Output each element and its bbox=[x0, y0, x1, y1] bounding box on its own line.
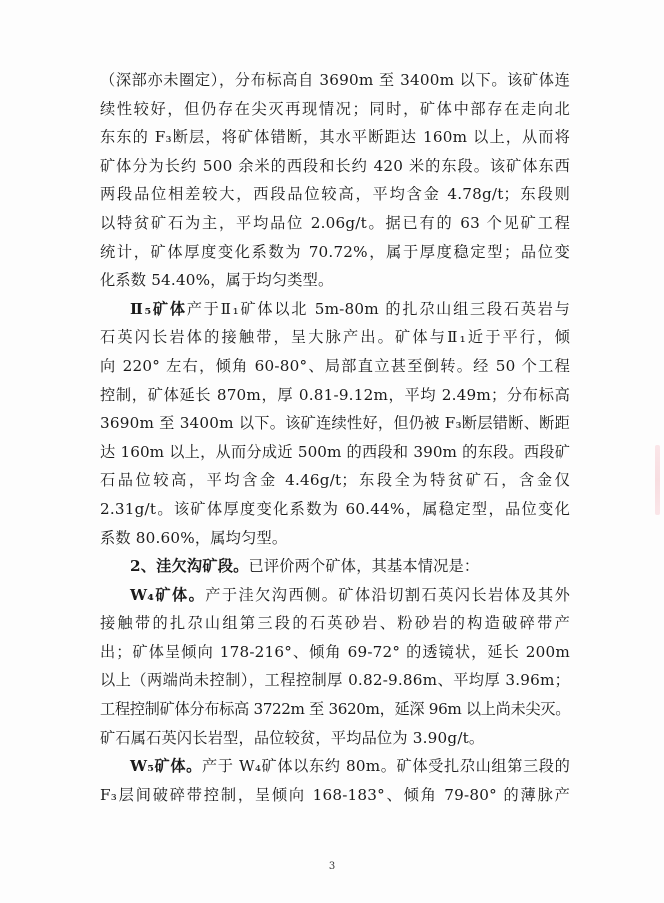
text-line: 以上（两端尚未控制），工程控制厚 0.82-9.86m、平均厚 3.96m； bbox=[100, 671, 570, 690]
document-body bbox=[100, 66, 570, 809]
text-line: 3690m 至 3400m 以下。该矿连续性好，但仍被 F₃断层错断、断距 bbox=[100, 414, 570, 433]
text-line: 统计，矿体厚度变化系数为 70.72%，属于厚度稳定型；品位变 bbox=[100, 242, 570, 261]
text-line: 石品位较高，平均含金 4.46g/t；东段全为特贫矿石，含金仅 bbox=[100, 471, 570, 490]
text-line: 两段品位相差较大，西段品位较高，平均含金 4.78g/t；东段则 bbox=[100, 185, 570, 204]
text-run: 已评价两个矿体，其基本情况是： bbox=[248, 557, 480, 576]
paragraph-first-line bbox=[100, 295, 570, 324]
text-line: 出；矿体呈倾向 178-216°、倾角 69-72° 的透镜状，延长 200m bbox=[100, 642, 570, 661]
orebody-name: W₄矿体。 bbox=[130, 585, 206, 604]
paragraph-first-line bbox=[100, 581, 570, 610]
text-line: 控制，矿体延长 870m，厚 0.81-9.12m，平均 2.49m；分布标高 bbox=[100, 385, 570, 404]
scan-artifact bbox=[655, 445, 660, 515]
text-run: 产于 W₄矿体以东约 80m。矿体受扎尕山组第三段的 bbox=[201, 757, 570, 776]
text-line: 矿体分为长约 500 余米的西段和长约 420 米的东段。该矿体东西 bbox=[100, 156, 570, 175]
text-line: 系数 80.60%，属均匀型。 bbox=[100, 528, 288, 547]
text-line: 矿石属石英闪长岩型，品位较贫，平均品位为 3.90g/t。 bbox=[100, 728, 485, 747]
text-line: 化系数 54.40%，属于均匀类型。 bbox=[100, 271, 334, 290]
text-line: 向 220° 左右，倾角 60-80°、局部直立甚至倒转。经 50 个工程 bbox=[100, 356, 570, 375]
text-line: 石英闪长岩体的接触带，呈大脉产出。矿体与Ⅱ₁近于平行，倾 bbox=[100, 328, 570, 347]
orebody-name: Ⅱ₅矿体 bbox=[130, 299, 187, 318]
text-line: 续性较好，但仍存在尖灭再现情况；同时，矿体中部存在走向北 bbox=[100, 99, 570, 118]
text-line: 达 160m 以上，从而分成近 500m 的西段和 390m 的东段。西段矿 bbox=[100, 442, 570, 461]
page-number: 3 bbox=[328, 861, 336, 872]
text-line: 接触带的扎尕山组第三段的石英砂岩、粉砂岩的构造破碎带产 bbox=[100, 614, 570, 633]
text-run: 产于Ⅱ₁矿体以北 5m-80m 的扎尕山组三段石英岩与 bbox=[186, 299, 570, 318]
orebody-name: W₅矿体。 bbox=[130, 757, 202, 776]
text-line: 东东的 F₃断层，将矿体错断，其水平断距达 160m 以上，从而将 bbox=[100, 128, 570, 147]
text-line: 以特贫矿石为主，平均品位 2.06g/t。据已有的 63 个见矿工程 bbox=[100, 213, 570, 232]
text-line: 2.31g/t。该矿体厚度变化系数为 60.44%，属稳定型，品位变化 bbox=[100, 499, 570, 518]
paragraph-first-line bbox=[100, 752, 570, 781]
text-line: 工程控制矿体分布标高 3722m 至 3620m，延深 96m 以上尚未尖灭。 bbox=[100, 700, 570, 719]
section-heading: 2、洼欠沟矿段。 bbox=[130, 557, 249, 576]
text-line: （深部亦未圈定），分布标高自 3690m 至 3400m 以下。该矿体连 bbox=[100, 71, 570, 89]
text-line: F₃层间破碎带控制，呈倾向 168-183°、倾角 79-80° 的薄脉产 bbox=[100, 785, 570, 804]
section-heading-line bbox=[100, 552, 570, 581]
text-run: 产于洼欠沟西侧。矿体沿切割石英闪长岩体及其外 bbox=[205, 585, 570, 604]
